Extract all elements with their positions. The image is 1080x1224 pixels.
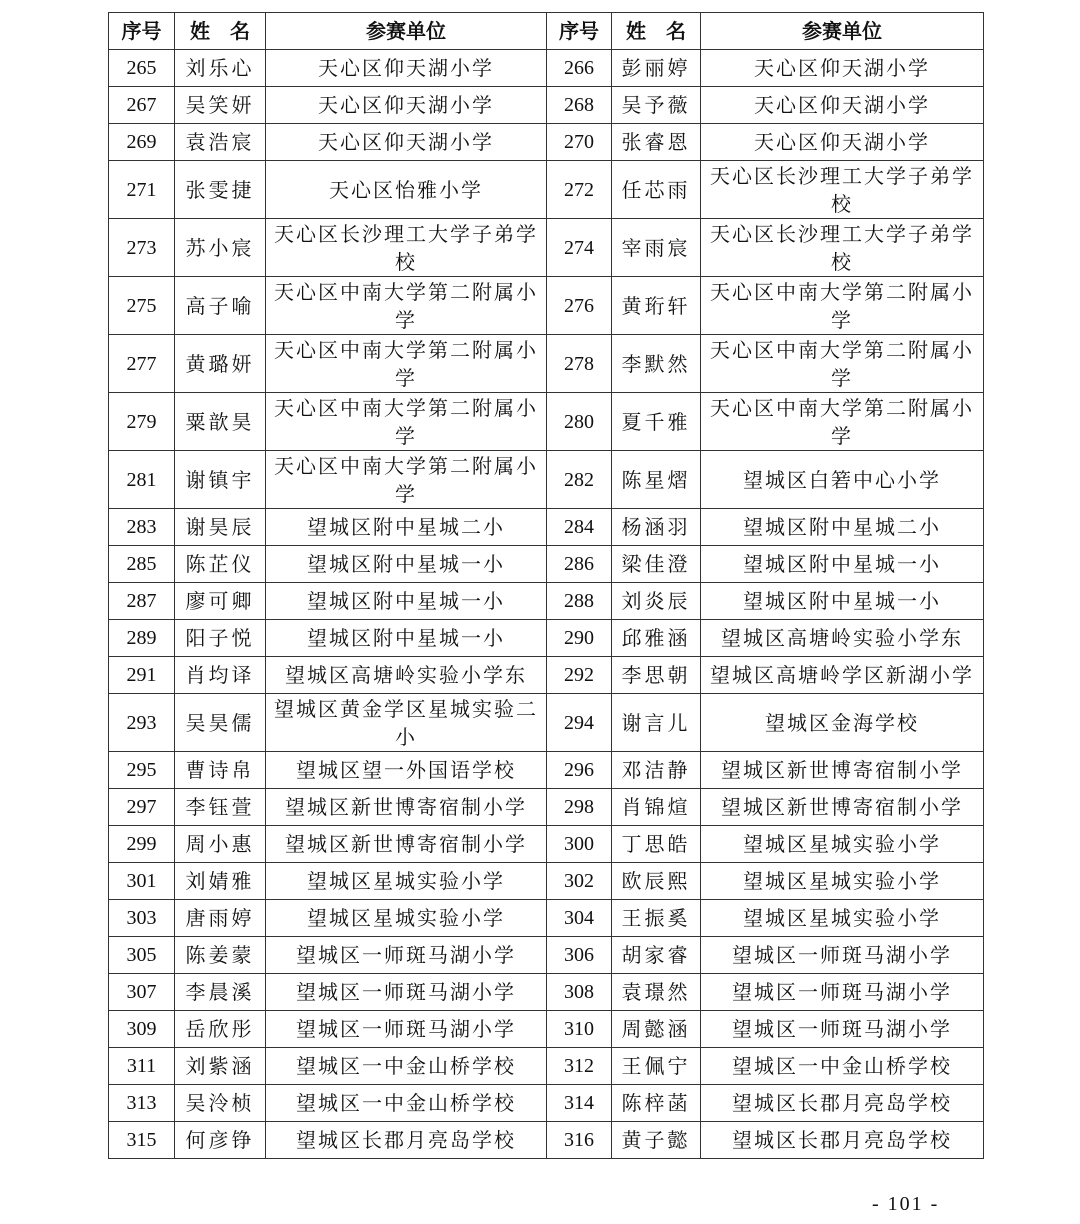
cell-unit-left: 望城区一师斑马湖小学	[266, 974, 547, 1011]
cell-number-left: 311	[109, 1048, 175, 1085]
cell-name-right: 宰雨宸	[612, 219, 701, 277]
cell-number-right: 294	[547, 694, 612, 752]
table-row	[109, 219, 984, 277]
table-row	[109, 124, 984, 161]
header-number-left: 序号	[109, 13, 175, 50]
cell-name-right: 丁思皓	[612, 826, 701, 863]
cell-number-left: 293	[109, 694, 175, 752]
cell-number-right: 316	[547, 1122, 612, 1159]
cell-unit-right: 望城区高塘岭学区新湖小学	[701, 657, 984, 694]
cell-number-right: 300	[547, 826, 612, 863]
cell-name-left: 周小惠	[175, 826, 266, 863]
cell-unit-left: 天心区怡雅小学	[266, 161, 547, 219]
cell-unit-left: 望城区星城实验小学	[266, 900, 547, 937]
cell-number-left: 291	[109, 657, 175, 694]
cell-unit-left: 天心区仰天湖小学	[266, 124, 547, 161]
table-row	[109, 620, 984, 657]
cell-number-right: 270	[547, 124, 612, 161]
cell-name-left: 陈姜蒙	[175, 937, 266, 974]
cell-name-right: 杨涵羽	[612, 509, 701, 546]
cell-name-left: 吴泠桢	[175, 1085, 266, 1122]
cell-number-left: 273	[109, 219, 175, 277]
table-row	[109, 752, 984, 789]
cell-unit-left: 天心区长沙理工大学子弟学校	[266, 219, 547, 277]
cell-unit-right: 望城区白箬中心小学	[701, 451, 984, 509]
cell-unit-right: 天心区仰天湖小学	[701, 124, 984, 161]
cell-unit-left: 天心区中南大学第二附属小学	[266, 277, 547, 335]
cell-number-right: 308	[547, 974, 612, 1011]
table-row	[109, 335, 984, 393]
cell-unit-left: 望城区高塘岭实验小学东	[266, 657, 547, 694]
cell-number-left: 287	[109, 583, 175, 620]
cell-number-left: 301	[109, 863, 175, 900]
cell-number-left: 303	[109, 900, 175, 937]
header-name-left: 姓 名	[175, 13, 266, 50]
cell-name-left: 吴昊儒	[175, 694, 266, 752]
table-row	[109, 546, 984, 583]
cell-number-right: 266	[547, 50, 612, 87]
cell-unit-left: 望城区黄金学区星城实验二小	[266, 694, 547, 752]
cell-name-right: 邱雅涵	[612, 620, 701, 657]
cell-name-right: 梁佳澄	[612, 546, 701, 583]
cell-unit-right: 望城区附中星城一小	[701, 583, 984, 620]
cell-name-right: 胡家睿	[612, 937, 701, 974]
cell-number-left: 299	[109, 826, 175, 863]
cell-unit-right: 望城区附中星城二小	[701, 509, 984, 546]
table-row	[109, 694, 984, 752]
table-row	[109, 1122, 984, 1159]
cell-name-right: 王振奚	[612, 900, 701, 937]
table-body	[109, 50, 984, 1159]
cell-number-left: 309	[109, 1011, 175, 1048]
cell-number-right: 296	[547, 752, 612, 789]
cell-number-left: 267	[109, 87, 175, 124]
cell-name-left: 黄璐妍	[175, 335, 266, 393]
cell-number-left: 295	[109, 752, 175, 789]
header-unit-right: 参赛单位	[701, 13, 984, 50]
cell-number-right: 272	[547, 161, 612, 219]
table-row	[109, 50, 984, 87]
cell-number-right: 284	[547, 509, 612, 546]
cell-number-left: 289	[109, 620, 175, 657]
cell-number-right: 304	[547, 900, 612, 937]
cell-unit-left: 天心区中南大学第二附属小学	[266, 451, 547, 509]
cell-unit-left: 望城区一师斑马湖小学	[266, 937, 547, 974]
cell-unit-left: 望城区一中金山桥学校	[266, 1085, 547, 1122]
cell-name-right: 夏千雅	[612, 393, 701, 451]
cell-unit-left: 望城区长郡月亮岛学校	[266, 1122, 547, 1159]
cell-number-left: 315	[109, 1122, 175, 1159]
cell-name-left: 高子喻	[175, 277, 266, 335]
cell-unit-right: 天心区中南大学第二附属小学	[701, 335, 984, 393]
cell-name-left: 肖均译	[175, 657, 266, 694]
cell-number-left: 265	[109, 50, 175, 87]
cell-unit-left: 望城区望一外国语学校	[266, 752, 547, 789]
cell-unit-left: 望城区一中金山桥学校	[266, 1048, 547, 1085]
cell-name-right: 吴予薇	[612, 87, 701, 124]
table-header-row	[109, 13, 984, 50]
cell-name-right: 任芯雨	[612, 161, 701, 219]
cell-unit-left: 望城区附中星城一小	[266, 620, 547, 657]
cell-number-right: 286	[547, 546, 612, 583]
cell-unit-right: 望城区长郡月亮岛学校	[701, 1122, 984, 1159]
cell-name-left: 唐雨婷	[175, 900, 266, 937]
cell-number-left: 313	[109, 1085, 175, 1122]
table-row	[109, 509, 984, 546]
table-row	[109, 1011, 984, 1048]
cell-name-left: 李钰萱	[175, 789, 266, 826]
cell-name-right: 张睿恩	[612, 124, 701, 161]
table-row	[109, 161, 984, 219]
cell-number-right: 278	[547, 335, 612, 393]
cell-number-left: 277	[109, 335, 175, 393]
cell-unit-left: 望城区附中星城一小	[266, 583, 547, 620]
cell-unit-left: 望城区新世博寄宿制小学	[266, 826, 547, 863]
cell-name-left: 粟歆昊	[175, 393, 266, 451]
cell-number-left: 279	[109, 393, 175, 451]
cell-unit-right: 望城区星城实验小学	[701, 900, 984, 937]
cell-name-right: 彭丽婷	[612, 50, 701, 87]
cell-name-left: 廖可卿	[175, 583, 266, 620]
cell-name-left: 刘婧雅	[175, 863, 266, 900]
cell-unit-right: 天心区长沙理工大学子弟学校	[701, 219, 984, 277]
page-number: - 101 -	[872, 1193, 940, 1215]
cell-unit-right: 望城区一中金山桥学校	[701, 1048, 984, 1085]
cell-number-left: 269	[109, 124, 175, 161]
table-row	[109, 1048, 984, 1085]
cell-name-right: 肖锦煊	[612, 789, 701, 826]
cell-name-left: 岳欣彤	[175, 1011, 266, 1048]
cell-unit-right: 天心区仰天湖小学	[701, 87, 984, 124]
cell-number-right: 312	[547, 1048, 612, 1085]
cell-number-left: 297	[109, 789, 175, 826]
cell-unit-right: 望城区一师斑马湖小学	[701, 937, 984, 974]
cell-number-left: 271	[109, 161, 175, 219]
cell-number-right: 268	[547, 87, 612, 124]
cell-name-right: 黄珩轩	[612, 277, 701, 335]
cell-unit-right: 天心区中南大学第二附属小学	[701, 393, 984, 451]
cell-unit-right: 望城区一师斑马湖小学	[701, 1011, 984, 1048]
table-row	[109, 974, 984, 1011]
cell-name-right: 周懿涵	[612, 1011, 701, 1048]
cell-name-left: 袁浩宸	[175, 124, 266, 161]
cell-name-left: 阳子悦	[175, 620, 266, 657]
cell-unit-left: 望城区一师斑马湖小学	[266, 1011, 547, 1048]
cell-unit-right: 望城区长郡月亮岛学校	[701, 1085, 984, 1122]
cell-name-right: 黄子懿	[612, 1122, 701, 1159]
cell-name-right: 谢言儿	[612, 694, 701, 752]
cell-name-right: 陈梓菡	[612, 1085, 701, 1122]
cell-name-left: 谢昊辰	[175, 509, 266, 546]
cell-number-right: 290	[547, 620, 612, 657]
cell-name-left: 张雯捷	[175, 161, 266, 219]
table-row	[109, 937, 984, 974]
table-row	[109, 583, 984, 620]
participant-table	[108, 12, 984, 1159]
cell-unit-right: 望城区星城实验小学	[701, 863, 984, 900]
cell-number-left: 281	[109, 451, 175, 509]
table-row	[109, 1085, 984, 1122]
cell-number-right: 292	[547, 657, 612, 694]
cell-name-left: 谢镇宇	[175, 451, 266, 509]
header-name-right: 姓 名	[612, 13, 701, 50]
cell-unit-left: 天心区中南大学第二附属小学	[266, 335, 547, 393]
table-row	[109, 393, 984, 451]
cell-name-left: 李晨溪	[175, 974, 266, 1011]
cell-number-right: 276	[547, 277, 612, 335]
cell-name-left: 刘乐心	[175, 50, 266, 87]
cell-number-right: 274	[547, 219, 612, 277]
cell-unit-right: 天心区仰天湖小学	[701, 50, 984, 87]
table-row	[109, 657, 984, 694]
cell-name-right: 袁璟然	[612, 974, 701, 1011]
cell-unit-right: 望城区金海学校	[701, 694, 984, 752]
cell-unit-left: 望城区附中星城二小	[266, 509, 547, 546]
cell-unit-left: 天心区仰天湖小学	[266, 87, 547, 124]
cell-number-right: 298	[547, 789, 612, 826]
table-row	[109, 451, 984, 509]
cell-name-right: 欧辰熙	[612, 863, 701, 900]
cell-number-left: 307	[109, 974, 175, 1011]
table-row	[109, 826, 984, 863]
cell-unit-left: 望城区星城实验小学	[266, 863, 547, 900]
cell-unit-left: 天心区仰天湖小学	[266, 50, 547, 87]
cell-number-left: 285	[109, 546, 175, 583]
cell-number-right: 280	[547, 393, 612, 451]
cell-name-right: 王佩宁	[612, 1048, 701, 1085]
table-row	[109, 900, 984, 937]
table-row	[109, 789, 984, 826]
cell-number-right: 282	[547, 451, 612, 509]
cell-unit-right: 天心区中南大学第二附属小学	[701, 277, 984, 335]
cell-number-left: 283	[109, 509, 175, 546]
table-row	[109, 863, 984, 900]
cell-unit-left: 天心区中南大学第二附属小学	[266, 393, 547, 451]
cell-unit-left: 望城区附中星城一小	[266, 546, 547, 583]
cell-name-left: 刘紫涵	[175, 1048, 266, 1085]
cell-number-right: 314	[547, 1085, 612, 1122]
cell-name-right: 邓洁静	[612, 752, 701, 789]
cell-unit-right: 望城区一师斑马湖小学	[701, 974, 984, 1011]
cell-number-right: 302	[547, 863, 612, 900]
header-number-right: 序号	[547, 13, 612, 50]
cell-unit-right: 望城区新世博寄宿制小学	[701, 789, 984, 826]
cell-number-right: 306	[547, 937, 612, 974]
header-unit-left: 参赛单位	[266, 13, 547, 50]
cell-name-left: 曹诗帛	[175, 752, 266, 789]
cell-number-right: 288	[547, 583, 612, 620]
cell-unit-right: 天心区长沙理工大学子弟学校	[701, 161, 984, 219]
cell-name-left: 何彦铮	[175, 1122, 266, 1159]
cell-name-right: 陈星熠	[612, 451, 701, 509]
cell-number-right: 310	[547, 1011, 612, 1048]
cell-number-left: 305	[109, 937, 175, 974]
cell-name-left: 苏小宸	[175, 219, 266, 277]
cell-name-left: 陈芷仪	[175, 546, 266, 583]
cell-number-left: 275	[109, 277, 175, 335]
cell-unit-right: 望城区新世博寄宿制小学	[701, 752, 984, 789]
table-row	[109, 87, 984, 124]
cell-name-right: 李思朝	[612, 657, 701, 694]
cell-name-right: 刘炎辰	[612, 583, 701, 620]
table-row	[109, 277, 984, 335]
cell-name-left: 吴笑妍	[175, 87, 266, 124]
cell-unit-right: 望城区高塘岭实验小学东	[701, 620, 984, 657]
cell-unit-right: 望城区星城实验小学	[701, 826, 984, 863]
cell-name-right: 李默然	[612, 335, 701, 393]
cell-unit-left: 望城区新世博寄宿制小学	[266, 789, 547, 826]
cell-unit-right: 望城区附中星城一小	[701, 546, 984, 583]
